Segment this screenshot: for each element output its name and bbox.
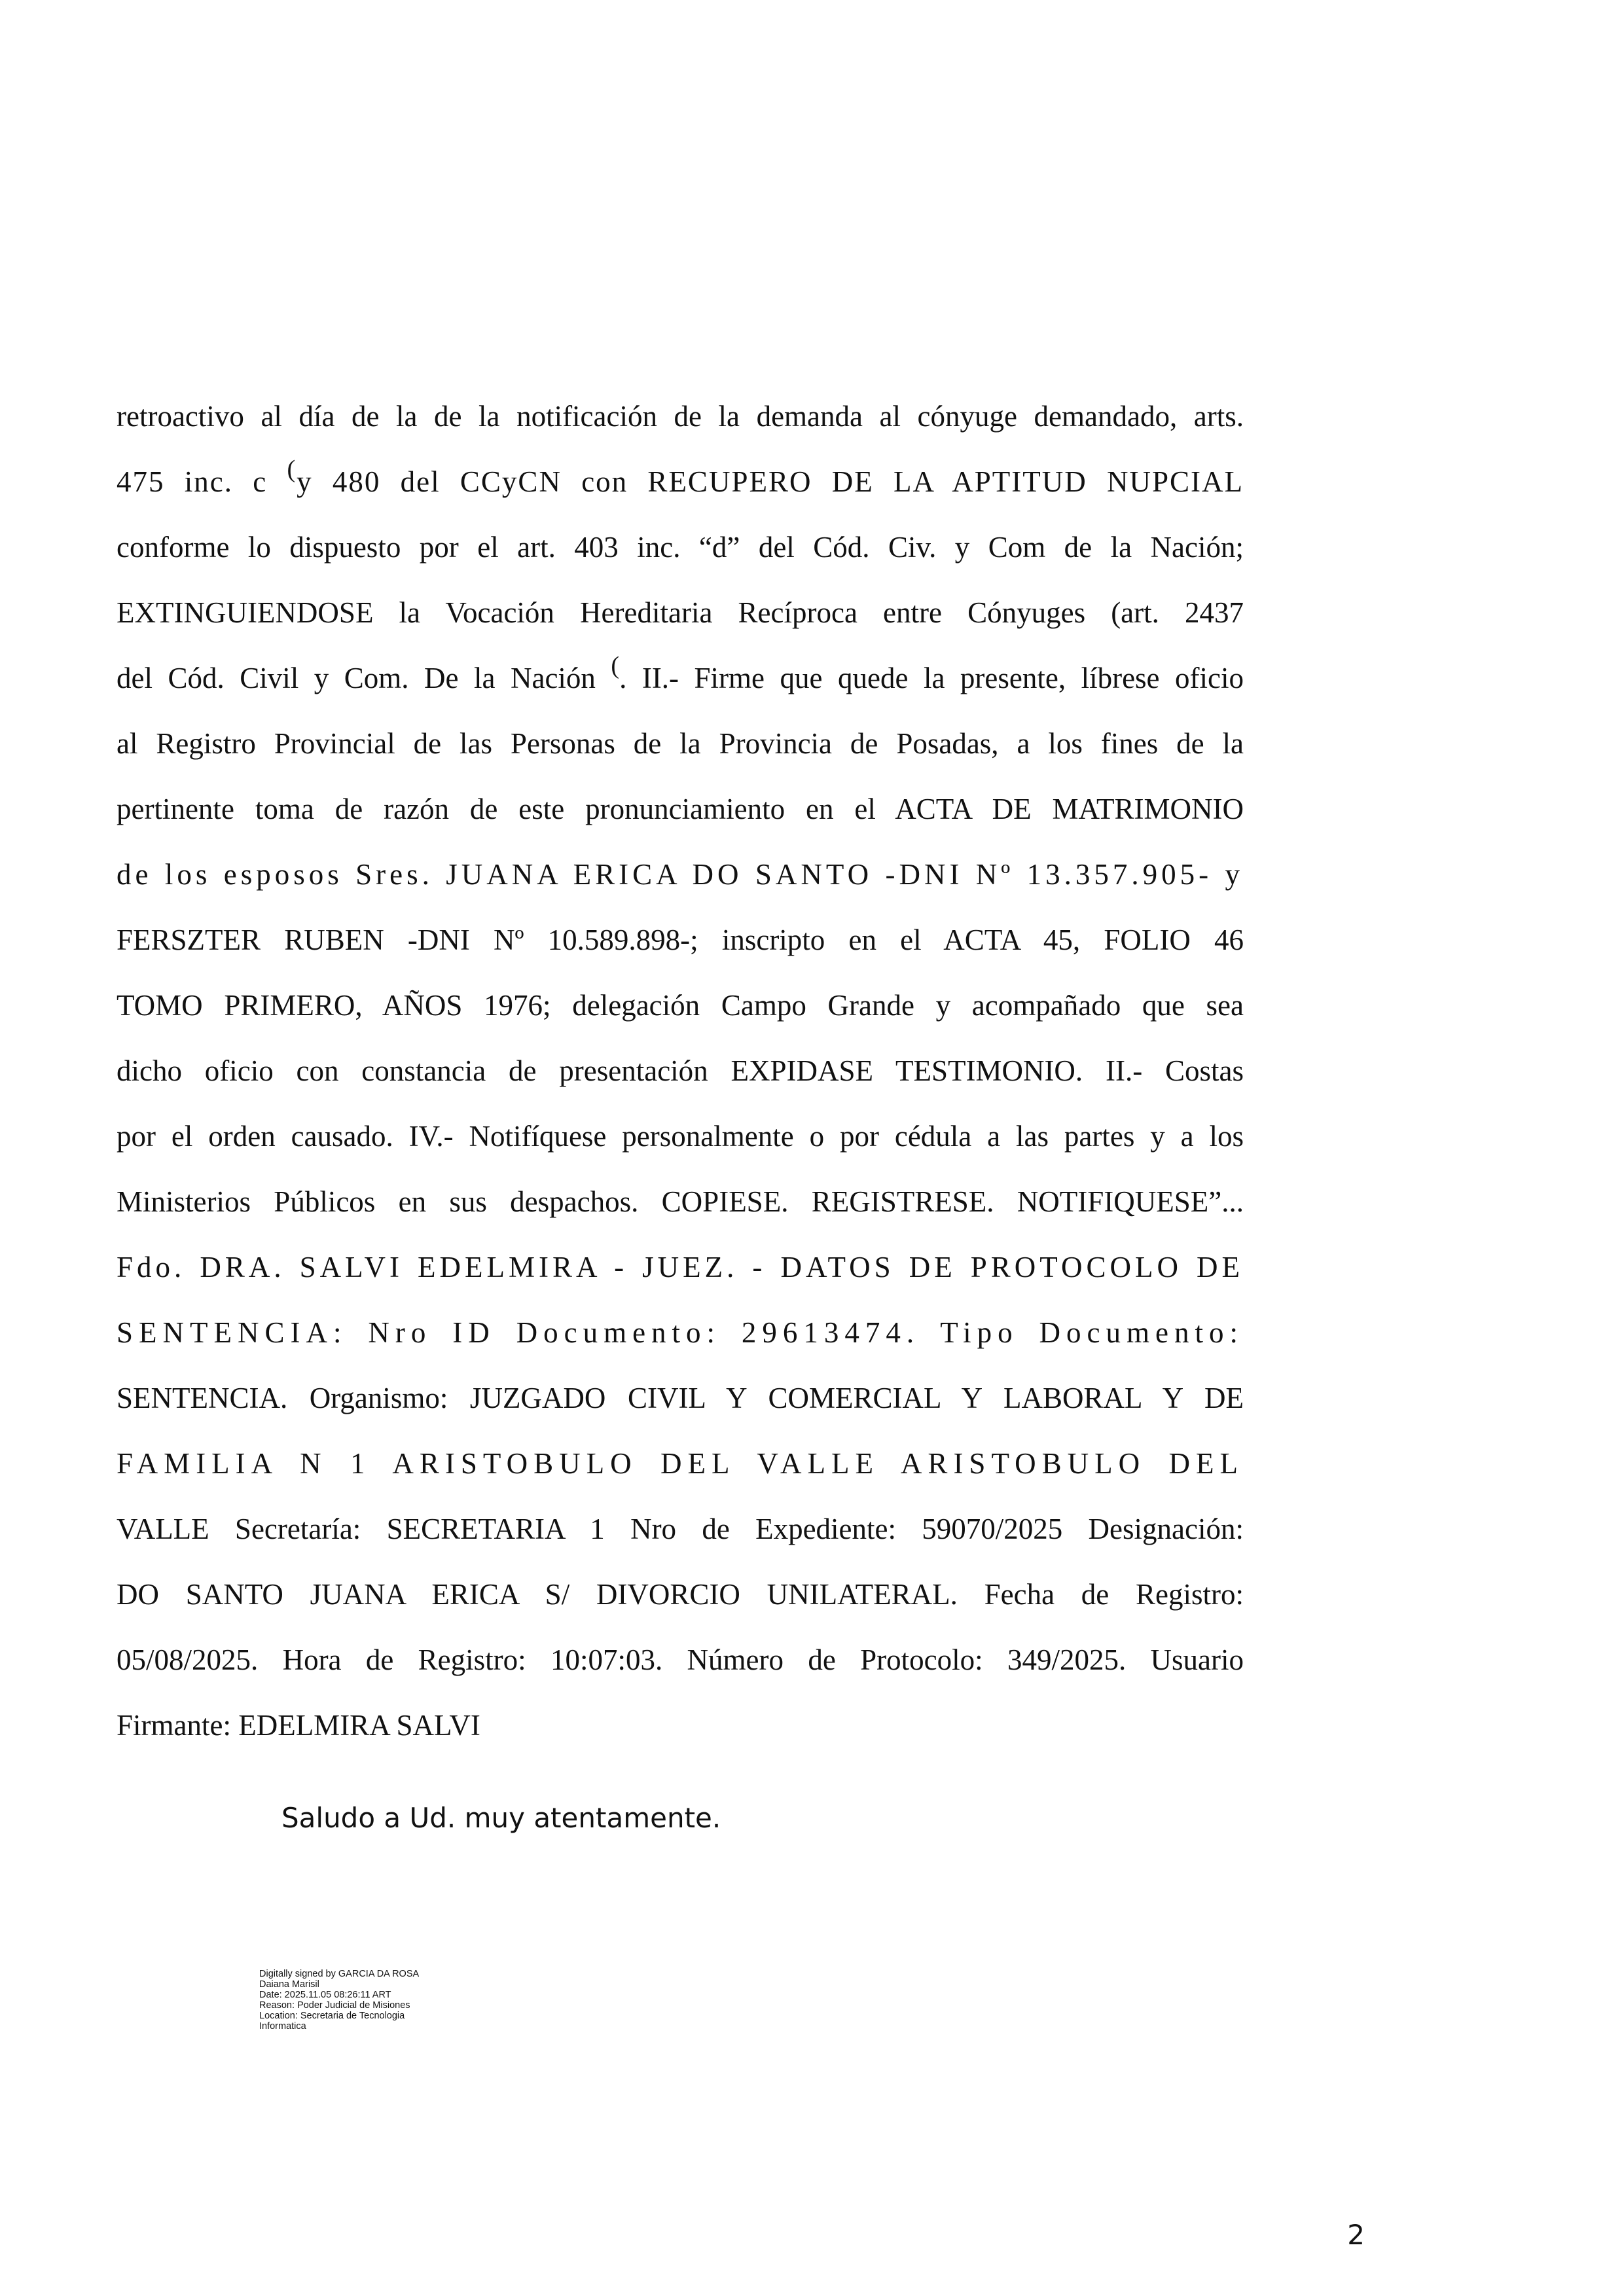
text-line-6: al Registro Provincial de las Personas de la Provincia de Posadas, a los fines de la bbox=[117, 727, 1244, 760]
signature-line-1: Digitally signed by GARCIA DA ROSA bbox=[259, 1969, 420, 1979]
text-line-19: DO SANTO JUANA ERICA S/ DIVORCIO UNILATERAL. Fecha de Registro: bbox=[117, 1578, 1244, 1611]
signature-line-3: Date: 2025.11.05 08:26:11 ART bbox=[259, 1990, 391, 2000]
text-line-14: Fdo. DRA. SALVI EDELMIRA - JUEZ. - DATOS DE PROTOCOLO DE bbox=[117, 1251, 1244, 1283]
footnote-mark: ( bbox=[287, 456, 297, 483]
signature-line-6: Informatica bbox=[259, 2021, 306, 2032]
text-line-4: EXTINGUIENDOSE la Vocación Hereditaria Recíproca entre Cónyuges (art. 2437 bbox=[117, 596, 1244, 629]
text-line-2-prefix: 475 inc. c bbox=[117, 465, 287, 498]
page-number: 2 bbox=[1347, 2219, 1365, 2251]
signature-line-4: Reason: Poder Judicial de Misiones bbox=[259, 2000, 410, 2011]
text-line-16: SENTENCIA. Organismo: JUZGADO CIVIL Y COMERCIAL Y LABORAL Y DE bbox=[117, 1382, 1244, 1414]
text-line-21: Firmante: EDELMIRA SALVI bbox=[117, 1709, 480, 1742]
text-line-3: conforme lo dispuesto por el art. 403 inc. “d” del Cód. Civ. y Com de la Nación; bbox=[117, 531, 1244, 564]
text-line-20: 05/08/2025. Hora de Registro: 10:07:03. Número de Protocolo: 349/2025. Usuario bbox=[117, 1643, 1244, 1676]
footnote-mark: ( bbox=[611, 652, 620, 679]
text-line-8: de los esposos Sres. JUANA ERICA DO SANTO -DNI Nº 13.357.905- y bbox=[117, 858, 1244, 891]
signature-line-5: Location: Secretaria de Tecnologia bbox=[259, 2011, 405, 2021]
text-line-11: dicho oficio con constancia de presentación EXPIDASE TESTIMONIO. II.- Costas bbox=[117, 1054, 1244, 1087]
text-line-15: SENTENCIA: Nro ID Documento: 29613474. Tipo Documento: bbox=[117, 1316, 1244, 1349]
signature-line-2: Daiana Marisil bbox=[259, 1979, 319, 1990]
text-line-1: retroactivo al día de la de la notificación de la demanda al cónyuge demandado, arts. bbox=[117, 400, 1244, 433]
closing-salutation: Saludo a Ud. muy atentamente. bbox=[281, 1802, 721, 1834]
text-line-17: FAMILIA N 1 ARISTOBULO DEL VALLE ARISTOBULO DEL bbox=[117, 1447, 1244, 1480]
text-line-9: FERSZTER RUBEN -DNI Nº 10.589.898-; inscripto en el ACTA 45, FOLIO 46 bbox=[117, 924, 1244, 956]
text-line-10: TOMO PRIMERO, AÑOS 1976; delegación Campo Grande y acompañado que sea bbox=[117, 989, 1244, 1022]
body-text bbox=[117, 384, 1244, 1758]
text-line-13: Ministerios Públicos en sus despachos. COPIESE. REGISTRESE. NOTIFIQUESE”... bbox=[117, 1185, 1244, 1218]
text-line-5 bbox=[117, 645, 1244, 711]
text-line-5-prefix: del Cód. Civil y Com. De la Nación bbox=[117, 662, 611, 694]
footnote-dot: . bbox=[619, 662, 627, 694]
digital-signature-block bbox=[259, 1969, 419, 2032]
text-line-5-rest: II.- Firme que quede la presente, líbrese oficio bbox=[641, 662, 1244, 694]
text-line-12: por el orden causado. IV.- Notifíquese personalmente o por cédula a las partes y a los bbox=[117, 1120, 1244, 1153]
text-line-2 bbox=[117, 449, 1244, 514]
text-line-18: VALLE Secretaría: SECRETARIA 1 Nro de Expediente: 59070/2025 Designación: bbox=[117, 1513, 1244, 1545]
text-line-2-rest: y 480 del CCyCN con RECUPERO DE LA APTITUD NUPCIAL bbox=[297, 465, 1244, 498]
text-line-7: pertinente toma de razón de este pronunciamiento en el ACTA DE MATRIMONIO bbox=[117, 793, 1244, 825]
